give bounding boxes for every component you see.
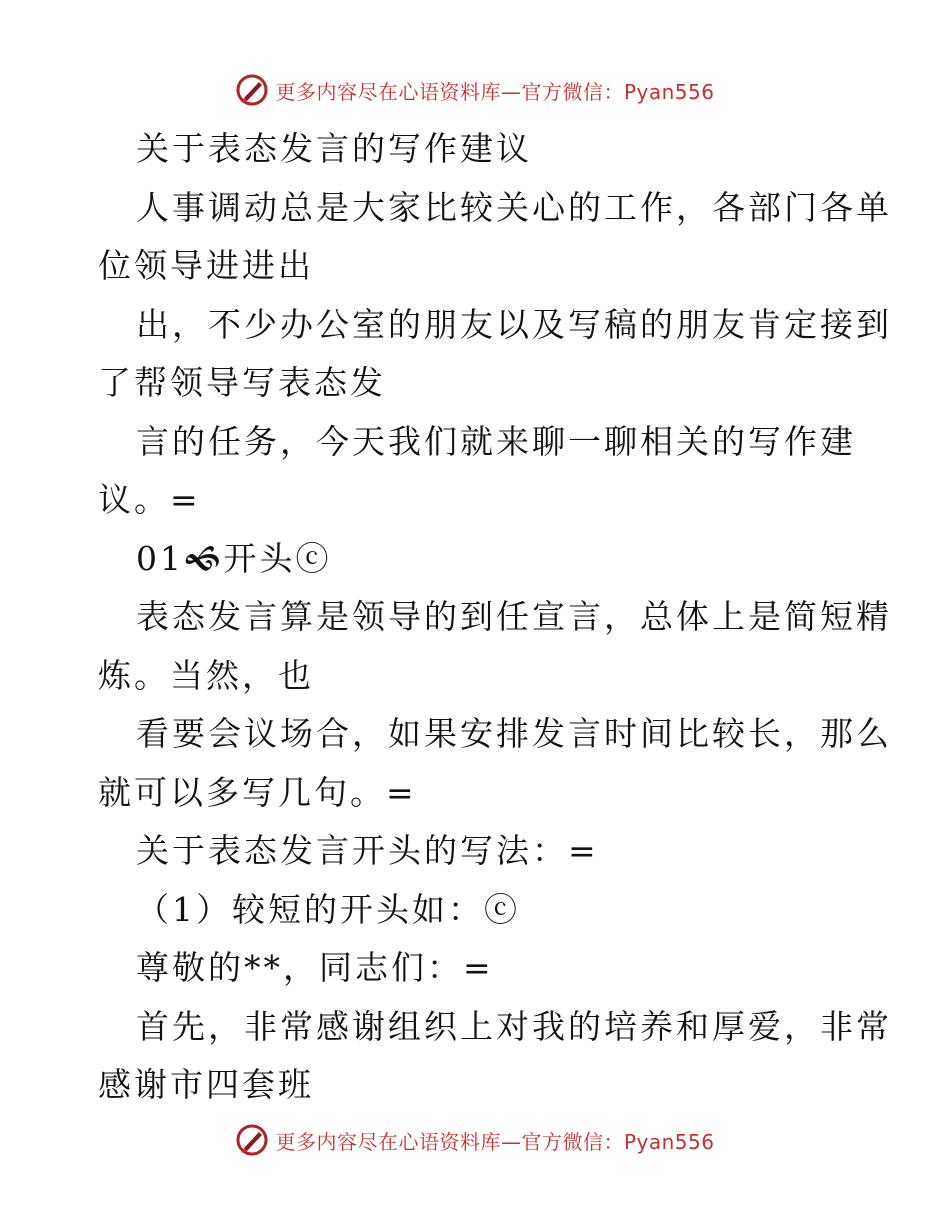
paragraph-line: 尊敬的**，同志们：= (136, 948, 494, 987)
paragraph-line: （1）较短的开头如：ⓒ (136, 889, 520, 929)
paragraph-line: 议。= (98, 480, 201, 519)
footer-watermark (0, 1120, 950, 1160)
paragraph-line: 言的任务，今天我们就来聊一聊相关的写作建 (136, 421, 856, 461)
paragraph-line: 看要会议场合，如果安排发言时间比较长，那么 (136, 714, 892, 753)
doc-title: 关于表态发言的写作建议 (136, 129, 532, 168)
paragraph-line: 炼。当然，也 (98, 655, 314, 695)
pen-logo-icon (235, 1123, 269, 1157)
paragraph-line: 位领导进进出 (98, 246, 314, 285)
paragraph-line: 表态发言算是领导的到任宣言，总体上是简短精 (136, 597, 892, 636)
pen-logo-icon (235, 73, 269, 107)
paragraph-line: 首先，非常感谢组织上对我的培养和厚爱，非常 (136, 1006, 892, 1046)
section-heading: 01🙜开头ⓒ (136, 538, 332, 578)
document-body (98, 120, 892, 1115)
paragraph-line: 人事调动总是大家比较关心的工作，各部门各单 (136, 187, 892, 227)
paragraph-line: 了帮领导写表态发 (98, 363, 386, 402)
paragraph-line: 就可以多写几句。= (98, 772, 417, 812)
paragraph-line: 出，不少办公室的朋友以及写稿的朋友肯定接到 (136, 304, 892, 344)
footer-watermark-text: 更多内容尽在心语资料库—官方微信：Pyan556 (275, 1129, 715, 1154)
paragraph-line: 感谢市四套班 (98, 1065, 314, 1104)
header-watermark (0, 70, 950, 110)
paragraph-line: 关于表态发言开头的写法：= (136, 831, 599, 870)
header-watermark-text: 更多内容尽在心语资料库—官方微信：Pyan556 (275, 79, 715, 104)
